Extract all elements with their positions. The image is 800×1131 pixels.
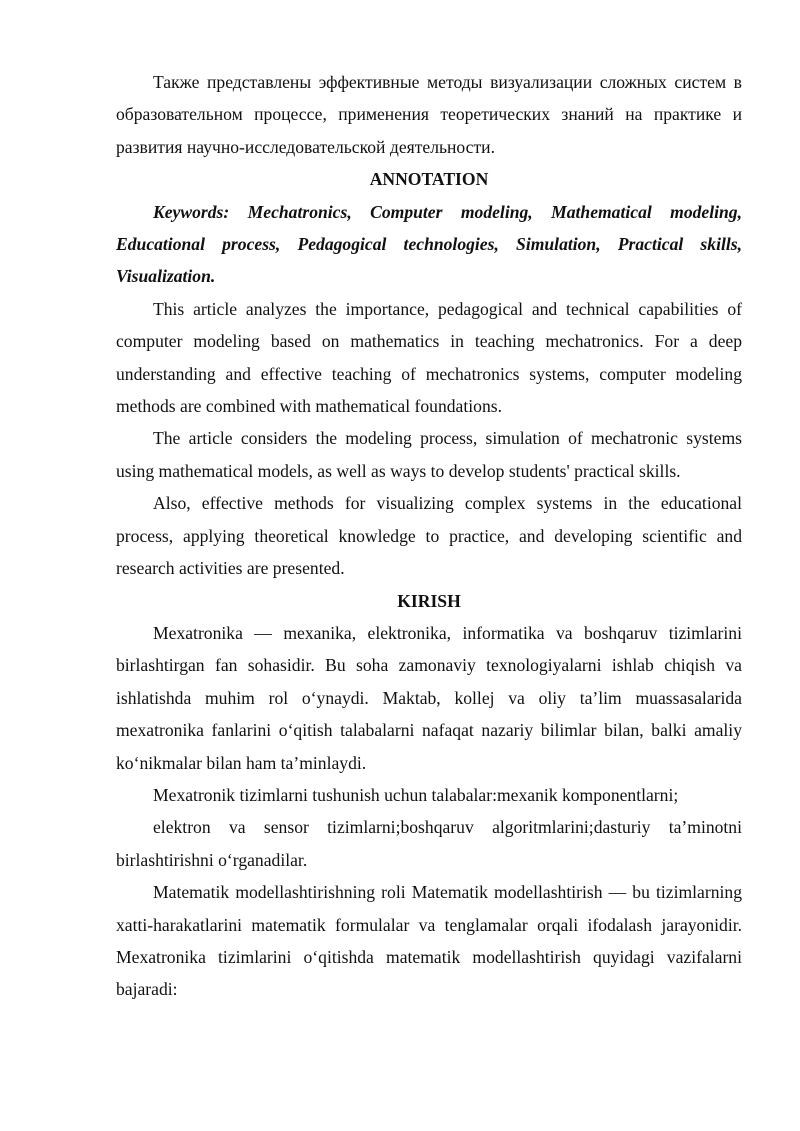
kirish-paragraph-4: Matematik modellashtirishning roli Matematik modellashtirish — bu tizimlarning xatti-harakatlarini matematik formulalar va tenglamalar orqali ifodalash jarayonidir. Mexatronika tizimlarini o‘qitishda matematik modellashtirish quyidagi vazifalarni bajaradi:	[116, 882, 742, 1000]
annotation-paragraph-1: This article analyzes the importance, pedagogical and technical capabilities of computer modeling based on mathematics in teaching mechatronics. For a deep understanding and effective teaching of mechatronics systems, computer modeling methods are combined with mathematical foundations.	[116, 298, 742, 417]
kirish-heading: KIRISH	[397, 590, 461, 611]
annotation-paragraph-3: Also, effective methods for visualizing complex systems in the educational process, applying theoretical knowledge to practice, and developing scientific and research activities are presented.	[116, 493, 742, 579]
kirish-paragraph-1: Mexatronika — mexanika, elektronika, informatika va boshqaruv tizimlarini birlashtirgan fan sohasidir. Bu soha zamonaviy texnologiyalarni ishlab chiqish va ishlatishda muhim rol o‘ynaydi. Maktab, kollej va oliy ta’lim muassasalarida mexatronika fanlarini o‘qitish talabalarni nafaqat nazariy bilimlar bilan, balki amaliy ko‘nikmalar bilan ham ta’minlaydi.	[116, 622, 742, 773]
kirish-paragraph-3: elektron va sensor tizimlarni;boshqaruv algoritmlarini;dasturiy ta’minotni birlashtirishni o‘rganadilar.	[116, 817, 742, 870]
keywords-paragraph: Keywords: Mechatronics, Computer modeling, Mathematical modeling, Educational process, Pedagogical technologies, Simulation, Practical skills, Visualization.	[116, 201, 742, 287]
annotation-heading: ANNOTATION	[369, 169, 489, 190]
intro-paragraph: Также представлены эффективные методы визуализации сложных систем в образовательном процессе, применения теоретических знаний на практике и развития научно-исследовательской деятельности.	[116, 72, 742, 157]
annotation-paragraph-2: The article considers the modeling process, simulation of mechatronic systems using mathematical models, as well as ways to develop students' practical skills.	[116, 428, 742, 481]
kirish-paragraph-2: Mexatronik tizimlarni tushunish uchun talabalar:mexanik komponentlarni;	[153, 784, 679, 805]
